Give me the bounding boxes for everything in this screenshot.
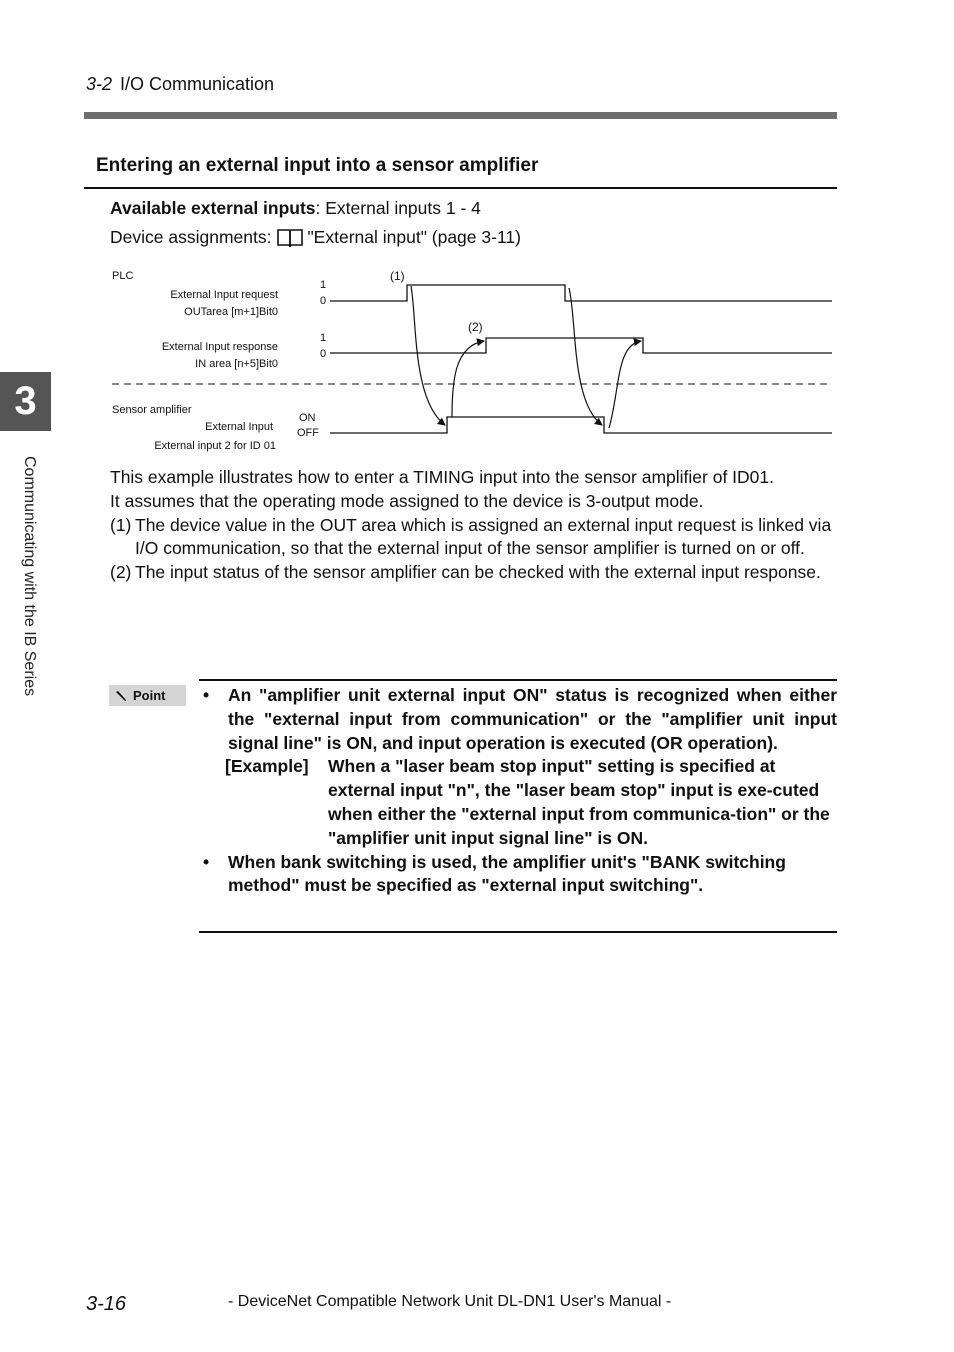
available-inputs-line	[110, 198, 481, 219]
available-inputs-value: : External inputs 1 - 4	[315, 198, 481, 218]
section-header	[86, 74, 274, 95]
bullet-2-text: When bank switching is used, the amplifier unit's "BANK switching method" must be specified as "external input switching".	[228, 851, 786, 896]
external-input-signal-name: External Input	[205, 421, 273, 433]
device-assignments-label: Device assignments:	[110, 227, 272, 247]
sensor-amplifier-label: Sensor amplifier	[112, 404, 192, 416]
plc-label: PLC	[112, 270, 134, 282]
point-badge	[109, 685, 186, 706]
response-signal-name: External Input response	[161, 341, 278, 353]
point-example	[200, 755, 837, 850]
external-on-label: ON	[299, 412, 316, 424]
device-assignments-line	[110, 227, 521, 248]
bullet-1-marker: •	[203, 685, 210, 705]
point-badge-label: Point	[133, 688, 166, 703]
request-waveform	[330, 285, 832, 301]
response-level-high: 1	[320, 332, 327, 344]
callout-2: (2)	[468, 320, 483, 334]
explanation-item-2	[110, 561, 840, 585]
item-1-number: (1)	[110, 514, 132, 535]
pencil-icon	[115, 690, 127, 702]
chapter-side-label: Communicating with the IB Series	[21, 456, 38, 697]
request-level-high: 1	[320, 279, 327, 291]
example-tag: [Example]	[225, 756, 309, 777]
response-waveform	[330, 338, 832, 353]
item-1-text: The device value in the OUT area which is assigned an external input request is linked via I/O communication, so that the external input of the sensor amplifier is turned on or off.	[135, 514, 832, 559]
subsection-title: Entering an external input into a sensor amplifier	[96, 155, 539, 176]
response-signal-address: IN area [n+5]Bit0	[195, 358, 278, 370]
explanation-para-1: This example illustrates how to enter a TIMING input into the sensor amplifier of ID01.	[110, 467, 775, 487]
book-icon	[277, 228, 303, 248]
available-inputs-label: Available external inputs	[110, 198, 316, 218]
external-off-label: OFF	[297, 427, 319, 439]
example-text: When a "laser beam stop input" setting is specified at external input "n", the "laser beam stop" input is exe-cuted when either the "external input from communica-tion" or the "amplifier unit input signal line" is ON.	[328, 756, 830, 848]
item-2-text: The input status of the sensor amplifier can be checked with the external input response.	[135, 562, 821, 583]
manual-footer: - DeviceNet Compatible Network Unit DL-DN1 User's Manual -	[228, 1293, 672, 1310]
request-signal-address: OUTarea [m+1]Bit0	[184, 306, 278, 318]
explanation-text	[110, 466, 840, 585]
callout-1: (1)	[390, 269, 405, 283]
arrow-input-off-to-response	[609, 341, 641, 428]
header-bar	[84, 112, 837, 119]
response-level-low: 0	[320, 348, 327, 360]
subsection-rule	[84, 187, 837, 189]
section-title: I/O Communication	[120, 74, 275, 94]
explanation-para-2: It assumes that the operating mode assigned to the device is 3-output mode.	[110, 490, 704, 511]
point-bullet-2	[200, 851, 837, 899]
arrow-request-fall-to-input	[569, 288, 602, 425]
explanation-item-1	[110, 514, 840, 562]
request-level-low: 0	[320, 295, 327, 307]
item-2-number: (2)	[110, 562, 132, 583]
external-input-waveform	[330, 417, 832, 433]
arrow-request-rise-to-input	[411, 286, 445, 425]
chapter-tab: 3	[0, 372, 51, 431]
point-content	[200, 684, 837, 898]
point-top-rule	[199, 679, 837, 681]
device-assignments-ref[interactable]: "External input" (page 3-11)	[307, 227, 521, 247]
page-number: 3-16	[86, 1293, 127, 1315]
point-bullet-1	[200, 684, 837, 755]
bullet-2-marker: •	[203, 851, 210, 872]
section-number: 3-2	[86, 74, 113, 94]
request-signal-name: External Input request	[170, 289, 278, 301]
external-input-signal-address: External input 2 for ID 01	[154, 440, 276, 452]
arrow-input-on-to-response	[452, 341, 484, 417]
point-bottom-rule	[199, 931, 837, 933]
bullet-1-text: An "amplifier unit external input ON" status is recognized when either the "external input from communication" or the "amplifier unit input signal line" is ON, and input operation is executed (OR operation).	[228, 685, 837, 753]
